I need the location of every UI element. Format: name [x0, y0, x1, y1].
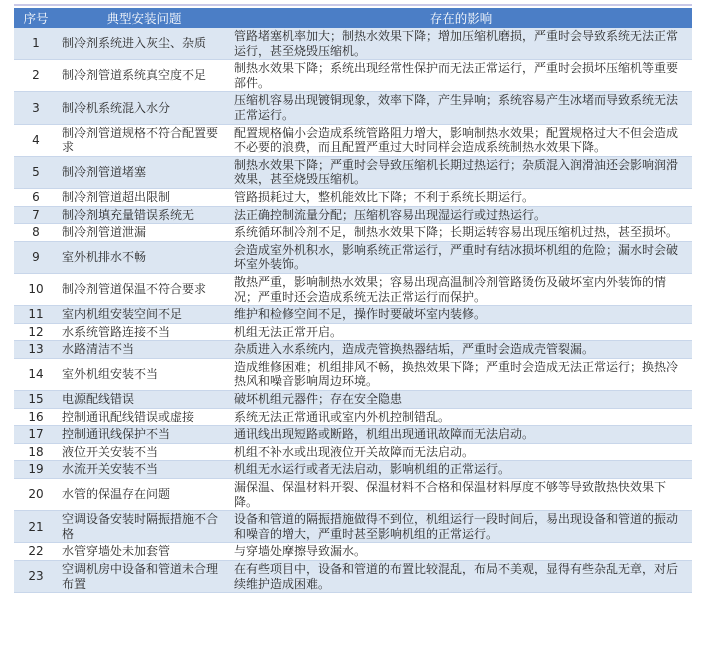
row-number: 11 [14, 306, 58, 324]
row-issue: 空调设备安装时隔振措施不合格 [58, 511, 230, 543]
header-effect: 存在的影响 [230, 8, 692, 28]
table-row [14, 479, 692, 511]
table-row [14, 323, 692, 341]
row-issue: 液位开关安装不当 [58, 443, 230, 461]
row-number: 18 [14, 443, 58, 461]
row-issue: 水管的保温存在问题 [58, 479, 230, 511]
row-effect: 系统无法正常通讯或室内外机控制错乱。 [230, 408, 692, 426]
row-number: 5 [14, 156, 58, 188]
row-number: 3 [14, 92, 58, 124]
row-number: 1 [14, 28, 58, 60]
table-row [14, 60, 692, 92]
row-effect: 破坏机组元器件；存在安全隐患 [230, 391, 692, 409]
row-effect: 机组无法正常开启。 [230, 323, 692, 341]
row-effect: 法正确控制流量分配；压缩机容易出现湿运行或过热运行。 [230, 206, 692, 224]
row-issue: 水流开关安装不当 [58, 461, 230, 479]
table-row [14, 306, 692, 324]
table-row [14, 358, 692, 390]
table-row [14, 461, 692, 479]
row-issue: 室外机排水不畅 [58, 241, 230, 273]
row-number: 12 [14, 323, 58, 341]
row-number: 2 [14, 60, 58, 92]
row-effect: 漏保温、保温材料开裂、保温材料不合格和保温材料厚度不够等导致散热快效果下降。 [230, 479, 692, 511]
row-issue: 电源配线错误 [58, 391, 230, 409]
row-number: 8 [14, 224, 58, 242]
issues-table-frame [14, 4, 692, 593]
row-effect: 造成维修困难；机组排风不畅，换热效果下降；严重时会造成无法正常运行；换热冷热风和噪音影响周边环境。 [230, 358, 692, 390]
row-effect: 机组无水运行或者无法启动，影响机组的正常运行。 [230, 461, 692, 479]
row-issue: 控制通讯配线错误或虚接 [58, 408, 230, 426]
table-row [14, 224, 692, 242]
row-issue: 制冷剂系统进入灰尘、杂质 [58, 28, 230, 60]
table-row [14, 188, 692, 206]
row-effect: 散热严重，影响制热水效果；容易出现高温制冷剂管路烫伤及破坏室内外装饰的情况；严重时还会造成系统无法正常运行而保护。 [230, 273, 692, 305]
row-number: 22 [14, 543, 58, 561]
row-issue: 水管穿墙处未加套管 [58, 543, 230, 561]
table-row [14, 408, 692, 426]
table-row [14, 206, 692, 224]
row-number: 23 [14, 561, 58, 593]
row-effect: 压缩机容易出现镀铜现象，效率下降，产生异响；系统容易产生冰堵而导致系统无法正常运行。 [230, 92, 692, 124]
row-effect: 在有些项目中，设备和管道的布置比较混乱，布局不美观，显得有些杂乱无章，对后续维护造成困难。 [230, 561, 692, 593]
row-number: 19 [14, 461, 58, 479]
table-row [14, 561, 692, 593]
row-issue: 制冷剂管道泄漏 [58, 224, 230, 242]
row-issue: 制冷剂管道超出限制 [58, 188, 230, 206]
row-effect: 管路堵塞机率加大；制热水效果下降；增加压缩机磨损，严重时会导致系统无法正常运行，甚至烧毁压缩机。 [230, 28, 692, 60]
row-issue: 控制通讯线保护不当 [58, 426, 230, 444]
table-row [14, 511, 692, 543]
row-number: 7 [14, 206, 58, 224]
row-effect: 管路损耗过大，整机能效比下降；不利于系统长期运行。 [230, 188, 692, 206]
table-row [14, 92, 692, 124]
table-row [14, 241, 692, 273]
row-issue: 水系统管路连接不当 [58, 323, 230, 341]
row-number: 21 [14, 511, 58, 543]
row-number: 16 [14, 408, 58, 426]
row-issue: 制冷剂管道保温不符合要求 [58, 273, 230, 305]
row-number: 4 [14, 124, 58, 156]
row-effect: 维护和检修空间不足，操作时要破坏室内装修。 [230, 306, 692, 324]
row-effect: 会造成室外机积水，影响系统正常运行，严重时有结冰损坏机组的危险；漏水时会破坏室外装饰。 [230, 241, 692, 273]
row-effect: 与穿墙处摩擦导致漏水。 [230, 543, 692, 561]
row-effect: 机组不补水或出现液位开关故障而无法启动。 [230, 443, 692, 461]
row-number: 14 [14, 358, 58, 390]
row-issue: 制冷剂管道堵塞 [58, 156, 230, 188]
table-row [14, 124, 692, 156]
row-issue: 制冷剂管道系统真空度不足 [58, 60, 230, 92]
row-number: 10 [14, 273, 58, 305]
row-number: 13 [14, 341, 58, 359]
row-effect: 配置规格偏小会造成系统管路阻力增大，影响制热水效果；配置规格过大不但会造成不必要的浪费，而且配置严重过大时同样会造成系统制热水效果下降。 [230, 124, 692, 156]
table-row [14, 28, 692, 60]
row-issue: 室外机组安装不当 [58, 358, 230, 390]
installation-issues-table [14, 8, 692, 593]
row-effect: 制热水效果下降；系统出现经常性保护而无法正常运行，严重时会损坏压缩机等重要部件。 [230, 60, 692, 92]
row-effect: 杂质进入水系统内，造成壳管换热器结垢，严重时会造成壳管裂漏。 [230, 341, 692, 359]
table-row [14, 341, 692, 359]
row-number: 20 [14, 479, 58, 511]
row-issue: 室内机组安装空间不足 [58, 306, 230, 324]
table-row [14, 391, 692, 409]
table-header-row [14, 8, 692, 28]
row-issue: 水路清洁不当 [58, 341, 230, 359]
table-row [14, 543, 692, 561]
table-row [14, 426, 692, 444]
row-number: 15 [14, 391, 58, 409]
header-no: 序号 [14, 8, 58, 28]
row-issue: 制冷剂管道规格不符合配置要求 [58, 124, 230, 156]
row-effect: 通讯线出现短路或断路，机组出现通讯故障而无法启动。 [230, 426, 692, 444]
header-issue: 典型安装问题 [58, 8, 230, 28]
table-row [14, 273, 692, 305]
top-rule [14, 4, 692, 6]
table-row [14, 443, 692, 461]
row-number: 9 [14, 241, 58, 273]
row-issue: 制冷机系统混入水分 [58, 92, 230, 124]
row-effect: 设备和管道的隔振措施做得不到位，机组运行一段时间后，易出现设备和管道的振动和噪音的增大，严重时甚至影响机组的正常运行。 [230, 511, 692, 543]
table-body [14, 28, 692, 593]
row-number: 6 [14, 188, 58, 206]
row-issue: 空调机房中设备和管道未合理布置 [58, 561, 230, 593]
table-row [14, 156, 692, 188]
row-number: 17 [14, 426, 58, 444]
row-effect: 制热水效果下降；严重时会导致压缩机长期过热运行；杂质混入润滑油还会影响润滑效果，甚至烧毁压缩机。 [230, 156, 692, 188]
row-issue: 制冷剂填充量错误系统无 [58, 206, 230, 224]
row-effect: 系统循环制冷剂不足，制热水效果下降；长期运转容易出现压缩机过热，甚至损坏。 [230, 224, 692, 242]
